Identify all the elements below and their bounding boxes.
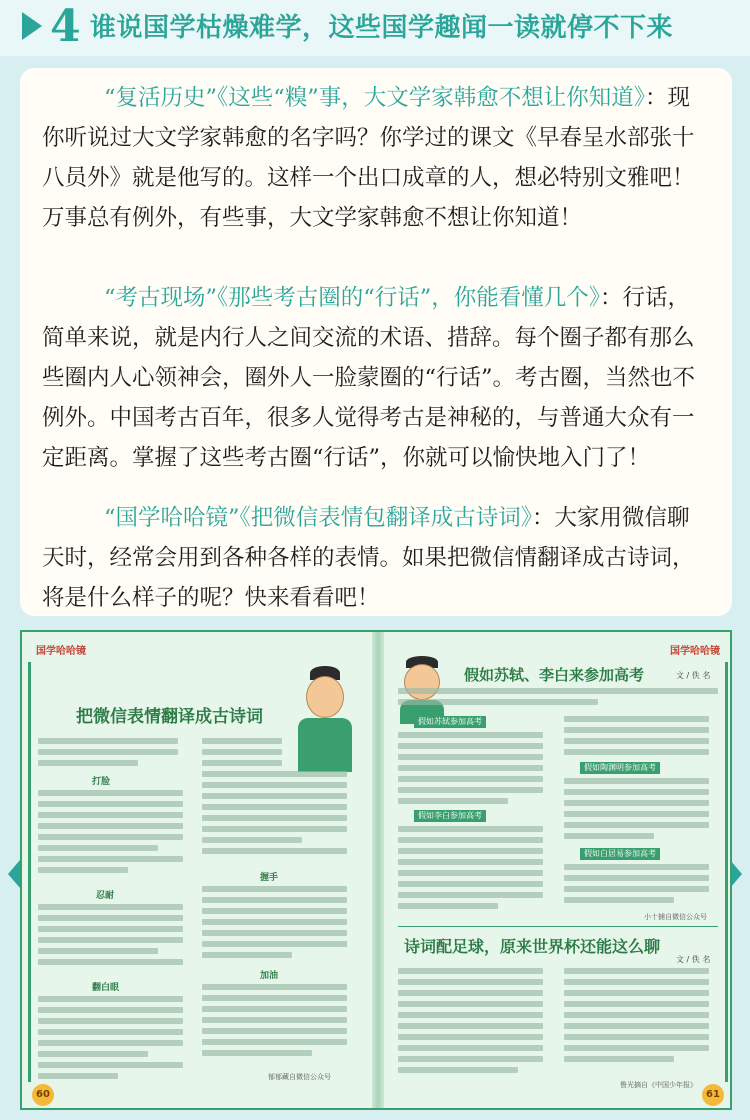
left-page-title: 把微信表情翻译成古诗词 (76, 707, 263, 727)
right-page-section2-byline: 文 / 佚 名 (676, 955, 711, 964)
vine-decoration (725, 662, 728, 1082)
left-subhead-1: 打脸 (92, 777, 111, 787)
intro-body-2: ：行话，简单来说，就是内行人之间交流的术语、措辞。每个圈子都有那么些圈内人心领神会，圈外人一脸蒙圈的“行话”。考古圈，当然也不例外。中国考古百年，很多人觉得考古是神秘的，与普通大众有一定距离。掌握了这些考古圈“行话”，你就可以愉快地入门了！ (42, 285, 696, 471)
intro-paragraph-1 (42, 78, 712, 238)
right-page-footer-2: 鲁光摘自《中国少年报》 (620, 1081, 697, 1089)
intro-highlight-2: “考古现场”《那些考古圈的“行话”，你能看懂几个》 (104, 285, 601, 311)
play-arrow-icon (22, 12, 42, 40)
book-spine (372, 632, 384, 1108)
section-divider (398, 926, 718, 927)
left-page-column-2 (202, 738, 352, 859)
left-subhead-4: 握手 (260, 873, 279, 883)
section-title: 谁说国学枯燥难学，这些国学趣闻一读就停不下来 (90, 13, 674, 43)
intro-paragraph-3 (42, 498, 712, 618)
intro-body-1: ：现你听说过大文学家韩愈的名字吗？你学过的课文《早春呈水部张十八员外》就是他写的。这样一个出口成章的人，想必特别文雅吧！万事总有例外，有些事，大文学家韩愈不想让你知道！ (42, 85, 695, 231)
section-number: 4 (50, 1, 81, 52)
intro-highlight-1: “复活历史”《这些“糗”事，大文学家韩愈不想让你知道》 (104, 85, 646, 111)
left-page-number: 60 (32, 1084, 54, 1106)
right-page-section2-title: 诗词配足球，原来世界杯还能这么聊 (404, 937, 661, 956)
left-page-column-1 (38, 738, 188, 771)
left-page (32, 642, 362, 1102)
right-subhead-1: 假如苏轼参加高考 (414, 716, 486, 728)
right-subhead-2: 假如李白参加高考 (414, 810, 486, 822)
book-spread-image (20, 630, 732, 1110)
intro-body-3: ：大家用微信聊天时，经常会用到各种各样的表情。如果把微信情翻译成古诗词，将是什么样子的呢？快来看看吧！ (42, 505, 695, 611)
right-page-title: 假如苏轼、李白来参加高考 (464, 666, 645, 684)
intro-highlight-3: “国学哈哈镜”《把微信表情包翻译成古诗词》 (104, 505, 533, 531)
right-page-byline: 文 / 佚 名 (676, 671, 711, 680)
intro-card (20, 68, 732, 616)
left-page-credit: 郁郁藏自微信公众号 (268, 1073, 331, 1081)
right-page-footer: 小十捕自微信公众号 (644, 913, 707, 921)
section-header (0, 0, 750, 56)
vine-decoration (28, 662, 31, 1082)
intro-paragraph-2 (42, 278, 712, 478)
right-subhead-4: 假如白居易参加高考 (580, 848, 660, 860)
left-subhead-3: 翻白眼 (92, 983, 120, 993)
right-page-tag: 国学哈哈镜 (670, 646, 720, 657)
left-page-tag: 国学哈哈镜 (36, 646, 86, 657)
left-subhead-2: 忍耐 (96, 891, 115, 901)
left-subhead-5: 加油 (260, 971, 279, 981)
right-page-number: 61 (702, 1084, 724, 1106)
previous-arrow-icon[interactable] (8, 860, 20, 888)
right-page (394, 642, 724, 1102)
right-subhead-3: 假如陶渊明参加高考 (580, 762, 660, 774)
